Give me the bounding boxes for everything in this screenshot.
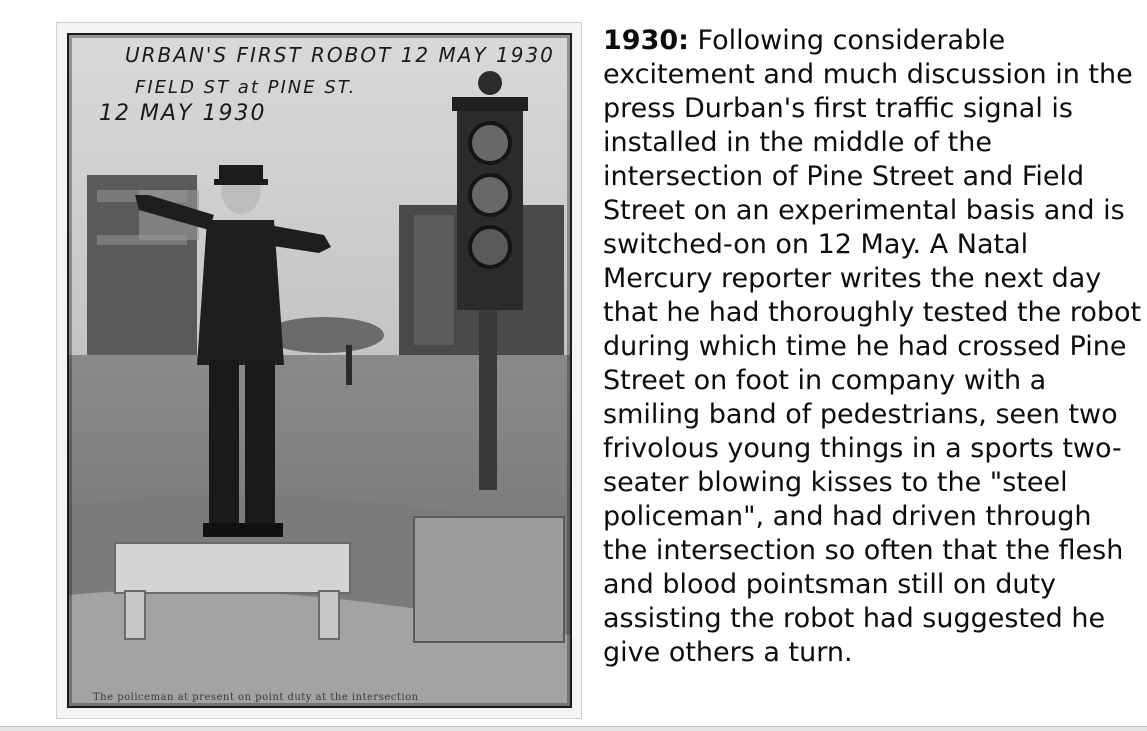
handwritten-location: FIELD ST at PINE ST.: [135, 77, 357, 98]
horizontal-scrollbar[interactable]: [0, 726, 1147, 731]
signal-base: [414, 517, 564, 642]
photo-illustration: [69, 35, 570, 706]
historic-photo: [67, 33, 572, 708]
photo-caption: The policeman at present on point duty at the intersection: [93, 692, 419, 703]
article-body: Following considerable excitement and much discussion in the press Durban's first traffic signal is installed in the middle of the intersection of Pine Street and Field Street on an experimental basis and is switched-on on 12 May. A Natal Mercury reporter writes the next day that he had thoroughly tested the robot during which time he had crossed Pine Street on foot in company with a smiling band of pedestrians, seen two frivolous young things in a sports two-seater blowing kisses to the "steel policeman", and had driven through the intersection so often that the flesh and blood pointsman still on duty assisting the robot had suggested he give others a turn.: [603, 25, 1142, 668]
historic-photo-frame: [56, 22, 582, 719]
article-year: 1930:: [603, 25, 689, 56]
article-text: [603, 24, 1143, 721]
handwritten-date: 12 MAY 1930: [99, 101, 267, 126]
handwritten-title: URBAN'S FIRST ROBOT 12 MAY 1930: [125, 43, 555, 67]
